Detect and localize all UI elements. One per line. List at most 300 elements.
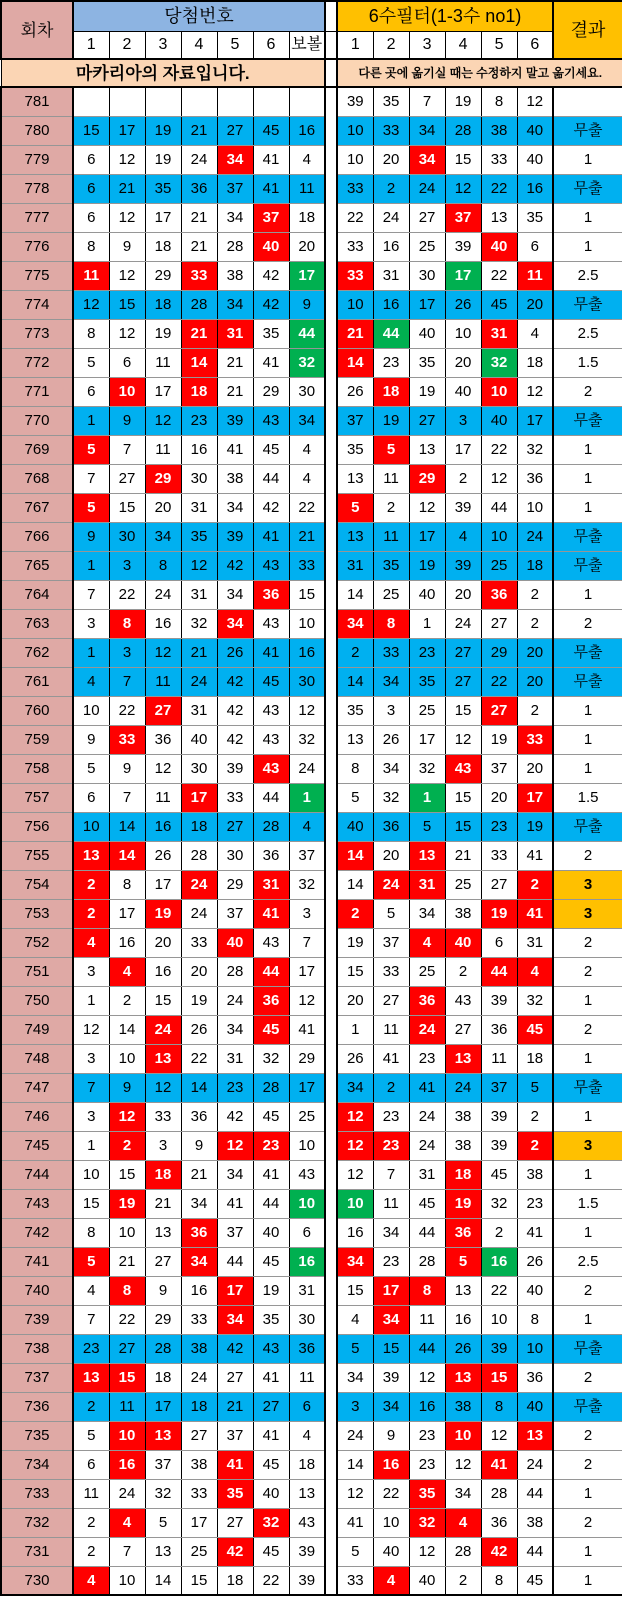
number-cell[interactable]: 16 [337, 1218, 373, 1247]
number-cell[interactable]: 38 [517, 1160, 553, 1189]
number-cell[interactable]: 35 [373, 87, 409, 116]
number-cell[interactable]: 35 [145, 174, 181, 203]
number-cell[interactable]: 2 [73, 870, 109, 899]
number-cell[interactable]: 31 [409, 1160, 445, 1189]
number-cell[interactable]: 4 [445, 522, 481, 551]
number-cell[interactable]: 27 [217, 116, 253, 145]
number-cell[interactable]: 33 [373, 957, 409, 986]
number-cell[interactable]: 28 [217, 957, 253, 986]
number-cell[interactable]: 37 [373, 928, 409, 957]
bonus-cell[interactable]: 33 [289, 551, 325, 580]
bonus-cell[interactable]: 20 [289, 232, 325, 261]
number-cell[interactable]: 10 [109, 1566, 145, 1595]
number-cell[interactable]: 23 [409, 1044, 445, 1073]
number-cell[interactable]: 43 [253, 1334, 289, 1363]
result-cell[interactable]: 1 [553, 1218, 622, 1247]
number-cell[interactable]: 28 [181, 290, 217, 319]
number-cell[interactable]: 8 [73, 232, 109, 261]
number-cell[interactable]: 19 [337, 928, 373, 957]
round-cell[interactable]: 736 [1, 1392, 73, 1421]
number-cell[interactable]: 32 [409, 754, 445, 783]
number-cell[interactable]: 45 [253, 1247, 289, 1276]
number-cell[interactable]: 40 [481, 406, 517, 435]
number-cell[interactable]: 20 [445, 580, 481, 609]
number-cell[interactable]: 11 [109, 1392, 145, 1421]
number-cell[interactable]: 33 [181, 1479, 217, 1508]
number-cell[interactable]: 45 [409, 1189, 445, 1218]
number-cell[interactable]: 1 [73, 1131, 109, 1160]
number-cell[interactable]: 27 [409, 406, 445, 435]
number-cell[interactable]: 11 [145, 783, 181, 812]
result-cell[interactable]: 1 [553, 1566, 622, 1595]
number-cell[interactable]: 29 [481, 638, 517, 667]
number-cell[interactable]: 40 [337, 812, 373, 841]
number-cell[interactable]: 34 [217, 1015, 253, 1044]
number-cell[interactable]: 34 [217, 609, 253, 638]
number-cell[interactable]: 10 [517, 493, 553, 522]
number-cell[interactable]: 4 [517, 319, 553, 348]
round-cell[interactable]: 745 [1, 1131, 73, 1160]
result-cell[interactable]: 2 [553, 609, 622, 638]
number-cell[interactable]: 41 [253, 638, 289, 667]
round-cell[interactable]: 741 [1, 1247, 73, 1276]
number-cell[interactable]: 9 [109, 232, 145, 261]
number-cell[interactable]: 17 [409, 522, 445, 551]
number-cell[interactable]: 19 [145, 116, 181, 145]
number-cell[interactable]: 44 [253, 783, 289, 812]
number-cell[interactable]: 5 [445, 1247, 481, 1276]
round-cell[interactable]: 760 [1, 696, 73, 725]
result-cell[interactable]: 1 [553, 1160, 622, 1189]
number-cell[interactable]: 4 [517, 957, 553, 986]
result-cell[interactable]: 1 [553, 145, 622, 174]
number-cell[interactable]: 36 [181, 174, 217, 203]
number-cell[interactable]: 36 [517, 1363, 553, 1392]
number-cell[interactable]: 8 [481, 87, 517, 116]
number-cell[interactable]: 15 [73, 116, 109, 145]
number-cell[interactable]: 42 [217, 551, 253, 580]
number-cell[interactable]: 5 [337, 1334, 373, 1363]
result-cell[interactable]: 1 [553, 493, 622, 522]
number-cell[interactable]: 16 [109, 1450, 145, 1479]
number-cell[interactable]: 44 [409, 1334, 445, 1363]
number-cell[interactable]: 23 [73, 1334, 109, 1363]
number-cell[interactable]: 7 [73, 464, 109, 493]
number-cell[interactable]: 32 [253, 1508, 289, 1537]
number-cell[interactable]: 23 [409, 1450, 445, 1479]
number-cell[interactable]: 34 [217, 145, 253, 174]
number-cell[interactable]: 12 [481, 1421, 517, 1450]
number-cell[interactable] [217, 87, 253, 116]
number-cell[interactable]: 7 [73, 1073, 109, 1102]
number-cell[interactable]: 40 [253, 232, 289, 261]
number-cell[interactable]: 15 [181, 1566, 217, 1595]
number-cell[interactable]: 14 [181, 1073, 217, 1102]
number-cell[interactable]: 20 [337, 986, 373, 1015]
number-cell[interactable]: 12 [517, 87, 553, 116]
number-cell[interactable]: 13 [409, 435, 445, 464]
number-cell[interactable]: 39 [445, 493, 481, 522]
number-cell[interactable]: 14 [337, 1450, 373, 1479]
number-cell[interactable]: 5 [373, 435, 409, 464]
bonus-cell[interactable]: 21 [289, 522, 325, 551]
number-cell[interactable]: 16 [373, 1450, 409, 1479]
number-cell[interactable]: 34 [373, 1392, 409, 1421]
number-cell[interactable]: 8 [109, 870, 145, 899]
round-cell[interactable]: 763 [1, 609, 73, 638]
number-cell[interactable]: 23 [409, 638, 445, 667]
number-cell[interactable]: 15 [109, 1363, 145, 1392]
number-cell[interactable]: 24 [181, 145, 217, 174]
number-cell[interactable]: 31 [481, 319, 517, 348]
bonus-cell[interactable]: 43 [289, 1160, 325, 1189]
number-cell[interactable]: 3 [373, 696, 409, 725]
number-cell[interactable]: 37 [481, 1073, 517, 1102]
bonus-cell[interactable]: 30 [289, 1305, 325, 1334]
number-cell[interactable]: 45 [253, 116, 289, 145]
number-cell[interactable]: 12 [481, 464, 517, 493]
number-cell[interactable]: 9 [109, 406, 145, 435]
round-cell[interactable]: 754 [1, 870, 73, 899]
result-cell[interactable]: 무출 [553, 667, 622, 696]
number-cell[interactable]: 3 [145, 1131, 181, 1160]
bonus-cell[interactable]: 39 [289, 1537, 325, 1566]
number-cell[interactable]: 10 [337, 145, 373, 174]
number-cell[interactable]: 31 [373, 261, 409, 290]
number-cell[interactable]: 41 [253, 1363, 289, 1392]
bonus-cell[interactable]: 12 [289, 986, 325, 1015]
number-cell[interactable]: 41 [217, 1450, 253, 1479]
number-cell[interactable]: 35 [409, 667, 445, 696]
number-cell[interactable]: 13 [73, 841, 109, 870]
number-cell[interactable]: 36 [481, 1508, 517, 1537]
number-cell[interactable]: 21 [217, 348, 253, 377]
number-cell[interactable]: 2 [373, 174, 409, 203]
number-cell[interactable]: 33 [517, 725, 553, 754]
number-cell[interactable]: 36 [445, 1218, 481, 1247]
number-cell[interactable]: 34 [409, 899, 445, 928]
round-cell[interactable]: 730 [1, 1566, 73, 1595]
number-cell[interactable]: 33 [181, 928, 217, 957]
result-cell[interactable]: 1 [553, 754, 622, 783]
number-cell[interactable]: 32 [517, 435, 553, 464]
number-cell[interactable]: 27 [217, 1363, 253, 1392]
number-cell[interactable]: 12 [409, 493, 445, 522]
number-cell[interactable]: 27 [481, 870, 517, 899]
bonus-cell[interactable]: 11 [289, 174, 325, 203]
number-cell[interactable]: 26 [181, 1015, 217, 1044]
number-cell[interactable]: 43 [445, 986, 481, 1015]
number-cell[interactable]: 24 [373, 870, 409, 899]
number-cell[interactable]: 5 [337, 1537, 373, 1566]
number-cell[interactable]: 19 [145, 145, 181, 174]
number-cell[interactable]: 4 [109, 1508, 145, 1537]
number-cell[interactable]: 34 [373, 667, 409, 696]
number-cell[interactable]: 36 [373, 812, 409, 841]
number-cell[interactable]: 31 [337, 551, 373, 580]
number-cell[interactable]: 11 [73, 1479, 109, 1508]
bonus-cell[interactable]: 13 [289, 1479, 325, 1508]
number-cell[interactable]: 27 [109, 1334, 145, 1363]
number-cell[interactable]: 2 [73, 1392, 109, 1421]
number-cell[interactable]: 23 [517, 1189, 553, 1218]
number-cell[interactable]: 13 [517, 1421, 553, 1450]
number-cell[interactable]: 22 [481, 667, 517, 696]
number-cell[interactable]: 39 [337, 87, 373, 116]
number-cell[interactable]: 34 [373, 754, 409, 783]
number-cell[interactable]: 13 [337, 464, 373, 493]
number-cell[interactable]: 39 [445, 551, 481, 580]
round-cell[interactable]: 734 [1, 1450, 73, 1479]
result-cell[interactable]: 무출 [553, 174, 622, 203]
number-cell[interactable]: 2 [445, 957, 481, 986]
number-cell[interactable]: 45 [481, 290, 517, 319]
number-cell[interactable]: 44 [253, 464, 289, 493]
number-cell[interactable]: 30 [181, 754, 217, 783]
bonus-cell[interactable]: 3 [289, 899, 325, 928]
number-cell[interactable]: 9 [109, 754, 145, 783]
number-cell[interactable]: 43 [253, 609, 289, 638]
number-cell[interactable]: 20 [373, 145, 409, 174]
number-cell[interactable]: 6 [73, 377, 109, 406]
result-cell[interactable]: 2 [553, 841, 622, 870]
number-cell[interactable]: 15 [109, 290, 145, 319]
number-cell[interactable]: 26 [373, 725, 409, 754]
number-cell[interactable]: 42 [217, 725, 253, 754]
number-cell[interactable]: 34 [145, 522, 181, 551]
number-cell[interactable]: 17 [109, 116, 145, 145]
number-cell[interactable]: 26 [337, 1044, 373, 1073]
number-cell[interactable]: 42 [217, 1102, 253, 1131]
number-cell[interactable]: 15 [373, 1334, 409, 1363]
number-cell[interactable]: 20 [517, 290, 553, 319]
number-cell[interactable]: 13 [445, 1363, 481, 1392]
number-cell[interactable]: 39 [445, 232, 481, 261]
number-cell[interactable]: 22 [181, 1044, 217, 1073]
number-cell[interactable]: 6 [73, 174, 109, 203]
round-cell[interactable]: 744 [1, 1160, 73, 1189]
number-cell[interactable]: 16 [145, 957, 181, 986]
number-cell[interactable]: 12 [217, 1131, 253, 1160]
number-cell[interactable]: 11 [481, 1044, 517, 1073]
result-cell[interactable]: 2 [553, 377, 622, 406]
number-cell[interactable]: 10 [481, 522, 517, 551]
number-cell[interactable]: 43 [253, 928, 289, 957]
bonus-cell[interactable]: 11 [289, 1363, 325, 1392]
number-cell[interactable]: 41 [517, 841, 553, 870]
number-cell[interactable]: 43 [253, 406, 289, 435]
number-cell[interactable]: 12 [145, 754, 181, 783]
number-cell[interactable]: 19 [481, 725, 517, 754]
number-cell[interactable]: 20 [481, 783, 517, 812]
number-cell[interactable]: 39 [481, 1334, 517, 1363]
result-cell[interactable] [553, 87, 622, 116]
number-cell[interactable]: 45 [253, 435, 289, 464]
number-cell[interactable]: 38 [217, 464, 253, 493]
number-cell[interactable]: 14 [337, 841, 373, 870]
number-cell[interactable]: 21 [181, 1160, 217, 1189]
result-cell[interactable]: 무출 [553, 116, 622, 145]
bonus-cell[interactable]: 10 [289, 609, 325, 638]
number-cell[interactable]: 40 [253, 1479, 289, 1508]
number-cell[interactable]: 27 [181, 1421, 217, 1450]
number-cell[interactable]: 25 [481, 551, 517, 580]
number-cell[interactable]: 2 [73, 1508, 109, 1537]
number-cell[interactable]: 14 [337, 348, 373, 377]
number-cell[interactable]: 19 [409, 377, 445, 406]
number-cell[interactable]: 4 [109, 957, 145, 986]
number-cell[interactable]: 16 [373, 232, 409, 261]
number-cell[interactable]: 10 [481, 1305, 517, 1334]
number-cell[interactable]: 34 [217, 580, 253, 609]
number-cell[interactable]: 28 [253, 812, 289, 841]
number-cell[interactable]: 22 [253, 1566, 289, 1595]
number-cell[interactable]: 14 [109, 841, 145, 870]
number-cell[interactable]: 32 [481, 348, 517, 377]
number-cell[interactable]: 6 [481, 928, 517, 957]
number-cell[interactable]: 1 [337, 1015, 373, 1044]
number-cell[interactable]: 5 [73, 1247, 109, 1276]
round-cell[interactable]: 750 [1, 986, 73, 1015]
number-cell[interactable]: 15 [445, 812, 481, 841]
number-cell[interactable]: 16 [109, 928, 145, 957]
round-cell[interactable]: 768 [1, 464, 73, 493]
round-cell[interactable]: 778 [1, 174, 73, 203]
number-cell[interactable]: 28 [181, 841, 217, 870]
number-cell[interactable]: 28 [445, 116, 481, 145]
number-cell[interactable]: 33 [373, 638, 409, 667]
number-cell[interactable]: 5 [409, 812, 445, 841]
number-cell[interactable]: 7 [73, 1305, 109, 1334]
number-cell[interactable]: 34 [409, 145, 445, 174]
bonus-cell[interactable]: 18 [289, 203, 325, 232]
result-cell[interactable]: 1 [553, 1102, 622, 1131]
number-cell[interactable]: 18 [517, 551, 553, 580]
number-cell[interactable]: 36 [481, 1015, 517, 1044]
number-cell[interactable]: 20 [373, 841, 409, 870]
round-cell[interactable]: 774 [1, 290, 73, 319]
number-cell[interactable]: 14 [337, 580, 373, 609]
number-cell[interactable]: 33 [181, 1305, 217, 1334]
result-cell[interactable]: 2 [553, 1276, 622, 1305]
round-cell[interactable]: 751 [1, 957, 73, 986]
number-cell[interactable]: 33 [217, 783, 253, 812]
number-cell[interactable]: 12 [109, 319, 145, 348]
bonus-cell[interactable]: 32 [289, 870, 325, 899]
number-cell[interactable]: 32 [409, 1508, 445, 1537]
number-cell[interactable]: 35 [517, 203, 553, 232]
number-cell[interactable]: 2 [445, 1566, 481, 1595]
number-cell[interactable]: 19 [409, 551, 445, 580]
number-cell[interactable]: 1 [73, 551, 109, 580]
number-cell[interactable]: 19 [145, 319, 181, 348]
number-cell[interactable]: 10 [73, 812, 109, 841]
number-cell[interactable]: 36 [409, 986, 445, 1015]
number-cell[interactable]: 25 [373, 580, 409, 609]
number-cell[interactable]: 13 [337, 725, 373, 754]
number-cell[interactable]: 40 [517, 1276, 553, 1305]
number-cell[interactable]: 32 [253, 1044, 289, 1073]
bonus-cell[interactable]: 4 [289, 435, 325, 464]
result-cell[interactable]: 2 [553, 1508, 622, 1537]
number-cell[interactable]: 37 [217, 899, 253, 928]
number-cell[interactable]: 36 [253, 986, 289, 1015]
number-cell[interactable]: 18 [145, 1363, 181, 1392]
number-cell[interactable]: 45 [481, 1160, 517, 1189]
number-cell[interactable]: 12 [73, 1015, 109, 1044]
number-cell[interactable]: 17 [409, 725, 445, 754]
number-cell[interactable]: 23 [373, 348, 409, 377]
number-cell[interactable]: 19 [445, 1189, 481, 1218]
number-cell[interactable]: 12 [145, 1073, 181, 1102]
number-cell[interactable]: 26 [445, 1334, 481, 1363]
number-cell[interactable]: 17 [373, 1276, 409, 1305]
bonus-cell[interactable] [289, 87, 325, 116]
round-cell[interactable]: 779 [1, 145, 73, 174]
number-cell[interactable]: 19 [253, 1276, 289, 1305]
number-cell[interactable]: 15 [481, 1363, 517, 1392]
number-cell[interactable]: 34 [181, 1247, 217, 1276]
number-cell[interactable]: 2 [73, 1537, 109, 1566]
number-cell[interactable]: 31 [217, 319, 253, 348]
result-cell[interactable]: 무출 [553, 406, 622, 435]
number-cell[interactable]: 2 [517, 1131, 553, 1160]
result-cell[interactable]: 2.5 [553, 1247, 622, 1276]
number-cell[interactable]: 41 [517, 1218, 553, 1247]
number-cell[interactable]: 34 [217, 1160, 253, 1189]
number-cell[interactable]: 31 [253, 870, 289, 899]
number-cell[interactable]: 20 [517, 754, 553, 783]
number-cell[interactable]: 20 [145, 493, 181, 522]
number-cell[interactable]: 15 [445, 783, 481, 812]
number-cell[interactable]: 22 [481, 435, 517, 464]
number-cell[interactable]: 18 [145, 1160, 181, 1189]
bonus-cell[interactable]: 10 [289, 1131, 325, 1160]
number-cell[interactable]: 45 [253, 1102, 289, 1131]
number-cell[interactable]: 4 [373, 1566, 409, 1595]
number-cell[interactable]: 38 [445, 1392, 481, 1421]
number-cell[interactable]: 22 [481, 261, 517, 290]
result-cell[interactable]: 무출 [553, 290, 622, 319]
number-cell[interactable]: 10 [445, 319, 481, 348]
bonus-cell[interactable]: 6 [289, 1218, 325, 1247]
number-cell[interactable]: 3 [337, 1392, 373, 1421]
number-cell[interactable]: 32 [145, 1479, 181, 1508]
bonus-cell[interactable]: 17 [289, 957, 325, 986]
number-cell[interactable]: 44 [517, 1537, 553, 1566]
round-cell[interactable]: 743 [1, 1189, 73, 1218]
round-cell[interactable]: 746 [1, 1102, 73, 1131]
number-cell[interactable]: 19 [517, 812, 553, 841]
number-cell[interactable]: 3 [109, 551, 145, 580]
bonus-cell[interactable]: 10 [289, 1189, 325, 1218]
round-cell[interactable]: 738 [1, 1334, 73, 1363]
round-cell[interactable]: 769 [1, 435, 73, 464]
number-cell[interactable]: 29 [409, 464, 445, 493]
number-cell[interactable]: 25 [181, 1537, 217, 1566]
number-cell[interactable]: 34 [217, 493, 253, 522]
number-cell[interactable]: 1 [409, 609, 445, 638]
number-cell[interactable]: 2 [337, 899, 373, 928]
number-cell[interactable]: 43 [445, 754, 481, 783]
number-cell[interactable]: 35 [253, 319, 289, 348]
round-cell[interactable]: 737 [1, 1363, 73, 1392]
bonus-cell[interactable]: 30 [289, 377, 325, 406]
number-cell[interactable]: 2 [481, 1218, 517, 1247]
number-cell[interactable]: 41 [253, 145, 289, 174]
number-cell[interactable]: 4 [337, 1305, 373, 1334]
number-cell[interactable]: 18 [181, 1392, 217, 1421]
